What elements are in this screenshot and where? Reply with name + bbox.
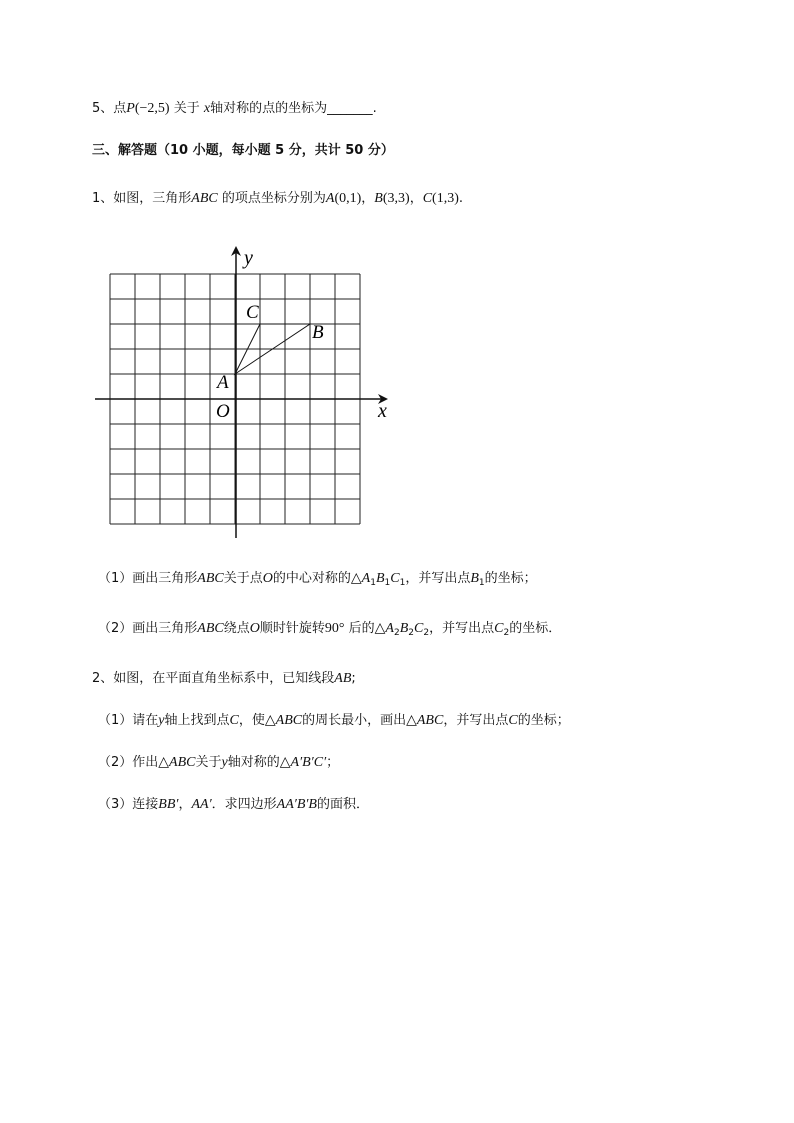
y-axis-label: y	[244, 247, 253, 269]
p2s2-num: （2）作出	[98, 755, 159, 770]
q5-suffix: 轴对称的点的坐标为	[210, 101, 328, 116]
section-3-heading: 三、解答题（10 小题，每小题 5 分，共计 50 分）	[92, 143, 394, 158]
p1s1-num: （1）画出三角形	[98, 571, 198, 586]
p2s3-sep: ，	[178, 797, 192, 812]
p1s1-sub-a: 1	[370, 578, 376, 588]
p1s1-mid2: 的中心对称的	[272, 571, 351, 586]
p2s1-tri: △ABC	[264, 713, 303, 728]
p1s1-pt-index: 1	[478, 578, 485, 588]
p2-seg: AB	[334, 671, 352, 686]
p2s3-quad: AA′B′B	[276, 797, 317, 812]
p1s2-sub-a: 2	[393, 628, 400, 638]
p2s2-tri: △ABC	[158, 755, 196, 770]
problem-1-sub-2	[98, 620, 561, 642]
problem-2-sub-3	[98, 796, 369, 814]
p1s1-point: O	[262, 571, 273, 586]
problem-2-sub-2	[98, 754, 339, 772]
p1s1-mid3: ，并写出点	[405, 571, 471, 586]
p1s2-point: O	[249, 621, 260, 636]
p1s2-mid4: ，并写出点	[429, 621, 495, 636]
p2s2-mid2: 轴对称的	[227, 755, 280, 770]
p2-intro-end: ;	[351, 671, 356, 686]
p1s2-end: 的坐标．	[509, 621, 562, 636]
p2s1-mid2: ，使	[238, 713, 265, 728]
p1s1-tri1-a: △A	[350, 571, 371, 586]
p2s2-axis: y	[221, 755, 228, 770]
p1s2-tri: ABC	[197, 621, 224, 636]
p2s1-pt: C	[229, 713, 239, 728]
q5-prefix: 5、点	[92, 101, 127, 116]
problem-2-sub-1	[98, 712, 570, 730]
p1-b-label: B	[374, 191, 383, 206]
p1s2-mid3: 后的	[348, 621, 375, 636]
p1s1-mid: 关于点	[223, 571, 263, 586]
problem-1-sub-1	[98, 570, 537, 592]
p1s1-tri1-b: B	[375, 571, 385, 586]
p1s1-tri: ABC	[197, 571, 224, 586]
p1s2-mid: 绕点	[223, 621, 250, 636]
p1s2-tri2-a: △A	[374, 621, 394, 636]
p1s2-sub-b: 2	[408, 628, 415, 638]
p2s3-seg1: BB′	[158, 797, 179, 812]
p2s1-mid: 轴上找到点	[164, 713, 230, 728]
p2s1-tri2: △ABC	[406, 713, 444, 728]
question-5	[92, 100, 377, 118]
p1-intro-prefix: 1、如图，三角形	[92, 191, 192, 206]
p1-sep-1: ，	[361, 191, 375, 206]
p1s1-end: 的坐标；	[484, 571, 537, 586]
p2s1-pt2: C	[508, 713, 518, 728]
p2s3-num: （3）连接	[98, 797, 159, 812]
p1s1-sub-c: 1	[399, 578, 406, 588]
p1s1-sub-b: 1	[384, 578, 391, 588]
p1-a-label: A	[325, 191, 335, 206]
p1s2-mid2: 顺时针旋转	[259, 621, 325, 636]
p2s1-mid3: 的周长最小，画出	[302, 713, 407, 728]
p2s3-end: 的面积．	[317, 797, 370, 812]
x-axis-label: x	[378, 400, 387, 422]
p1s2-tri2-b: B	[399, 621, 409, 636]
p1-intro-mid: 的项点坐标分别为	[221, 191, 326, 206]
origin-label: O	[216, 401, 230, 422]
q5-end: .	[372, 101, 377, 116]
p1-end: .	[458, 191, 464, 206]
p1s2-pt: C	[494, 621, 504, 636]
p2s1-end: 的坐标；	[517, 713, 570, 728]
coordinate-grid-svg	[90, 242, 400, 542]
p1s2-angle: 90°	[324, 621, 345, 636]
q5-point: P	[126, 101, 135, 116]
p2-intro-prefix: 2、如图，在平面直角坐标系中，已知线段	[92, 671, 335, 686]
q5-mid: 关于	[173, 101, 200, 116]
p2s3-mid: ．求四边形	[211, 797, 277, 812]
p2s2-mid: 关于	[195, 755, 222, 770]
p1-triangle: ABC	[191, 191, 218, 206]
p1-sep-2: ，	[409, 191, 423, 206]
p2s1-axis: y	[158, 713, 165, 728]
p1s2-num: （2）画出三角形	[98, 621, 198, 636]
p1-b-coords: (3,3)	[382, 191, 410, 206]
p1-c-label: C	[422, 191, 433, 206]
p1-a-coords: (0,1)	[334, 191, 362, 206]
p1s2-tri2-c: C	[414, 621, 424, 636]
p1s2-sub-c: 2	[423, 628, 430, 638]
p1s1-pt: B	[470, 571, 479, 586]
p1s2-pt-index: 2	[503, 628, 510, 638]
coordinate-grid-figure	[90, 242, 400, 546]
point-b-label: B	[312, 322, 324, 343]
q5-coords: (−2,5)	[134, 101, 170, 116]
point-c-label: C	[246, 302, 259, 323]
point-a-label: A	[217, 372, 229, 393]
q5-blank: _______	[327, 101, 373, 116]
p1-c-coords: (1,3)	[432, 191, 459, 206]
p1s1-tri1-c: C	[390, 571, 400, 586]
p2s1-num: （1）请在	[98, 713, 159, 728]
p2s3-seg2: AA′	[191, 797, 212, 812]
problem-1-intro	[92, 190, 463, 208]
p2s2-tri2: △A′B′C′	[279, 755, 327, 770]
p2s1-mid4: ，并写出点	[443, 713, 509, 728]
q5-axis: x	[203, 101, 211, 116]
problem-2-intro	[92, 670, 356, 688]
p2s2-end: ；	[326, 755, 340, 770]
